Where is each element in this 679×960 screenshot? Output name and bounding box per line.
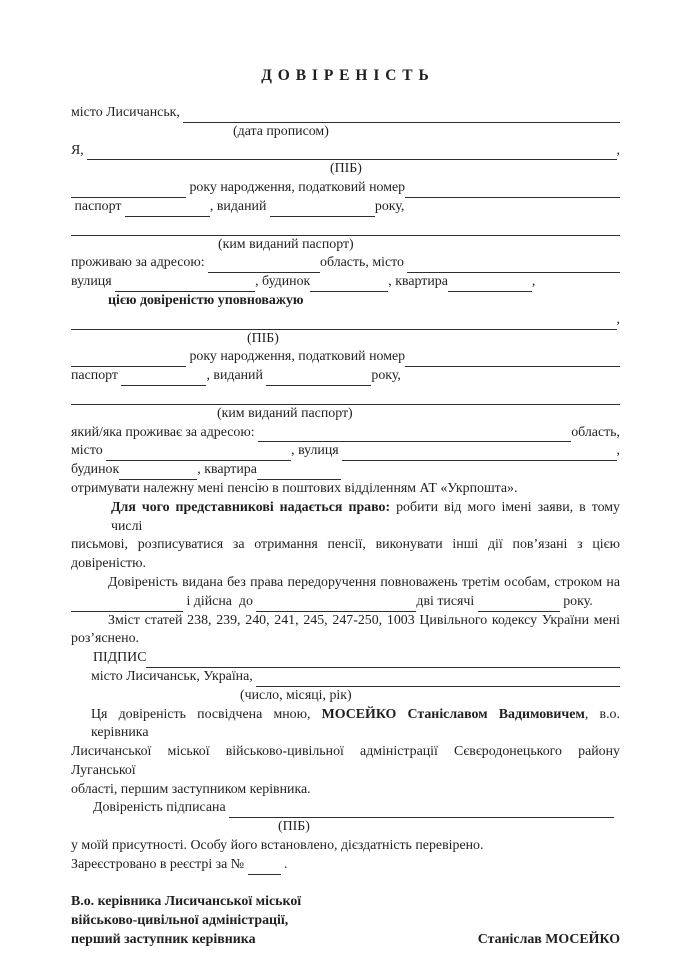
text-run: будинок (71, 462, 120, 478)
blank-fill-field (270, 202, 375, 217)
text-run: , (616, 142, 620, 158)
text-run: , квартира (388, 274, 448, 290)
bold-text-run: Станіслав МОСЕЙКО (477, 932, 620, 948)
text-run: року народження, податковий номер (186, 180, 406, 196)
text-run: робити від мого імені заяви, в тому числі (111, 499, 620, 534)
text-run: року, (374, 198, 405, 214)
articles-line-2 (71, 630, 620, 649)
text-run: (ким виданий паспорт) (217, 405, 353, 421)
blank-fill-field (257, 465, 341, 480)
text-run: область, місто (320, 255, 408, 271)
official-title-line-1 (71, 893, 620, 912)
text-run: , будинок (255, 274, 311, 290)
agent-birth-tax-line (71, 348, 620, 367)
blank-fill-field (125, 202, 210, 217)
blank-fill-field (146, 653, 620, 668)
signature-line (71, 649, 620, 668)
text-run: місто (71, 443, 107, 459)
text-run: який/яка проживає за адресою: (71, 424, 259, 440)
agent-passport-issuer-blank (71, 386, 620, 405)
bold-text-run: військово-цивільної адміністрації, (71, 913, 289, 929)
certification-line-2 (71, 743, 620, 781)
caption-full-name-2 (71, 330, 620, 349)
text-run: , вулиця (291, 443, 343, 459)
spacer-line (71, 875, 620, 894)
agent-city-street-line (71, 442, 620, 461)
registry-line (71, 856, 620, 875)
agent-name-blank (71, 311, 620, 330)
text-run: Зміст статей 238, 239, 240, 241, 245, 247-250, 1003 Цивільного кодексу України мені (108, 612, 620, 628)
text-run: (ким виданий паспорт) (218, 236, 354, 252)
caption-date-written (71, 123, 620, 142)
text-run: , (531, 274, 536, 290)
presence-line (71, 837, 620, 856)
articles-line-1 (71, 612, 620, 631)
purpose-line (71, 480, 620, 499)
text-run: Лисичанської міської військово-цивільної адміністрації Сєвєродонецького району Луганської (71, 744, 620, 778)
text-run: (ПІБ) (330, 161, 362, 177)
blank-fill-field (266, 371, 371, 386)
official-title-signature-line (71, 931, 620, 950)
blank-fill-field (71, 390, 620, 405)
text-run: ПІДПИС (93, 650, 147, 666)
agent-building-line (71, 461, 620, 480)
blank-fill-field (405, 183, 620, 198)
document-title: Д О В І Р Е Н І С Т Ь (261, 67, 430, 84)
official-title-line-2 (71, 912, 620, 931)
text-run: Ця довіреність посвідчена мною, (91, 706, 322, 722)
text-run: дві тисячі (416, 593, 478, 609)
principal-name-line (71, 142, 620, 161)
authorize-statement (71, 292, 620, 311)
text-run: Довіреність підписана (93, 800, 230, 816)
text-run: , в.о. керівника (91, 706, 620, 741)
text-run: області, першим заступником керівника. (71, 781, 311, 797)
blank-fill-field (208, 258, 320, 273)
text-run: Я, (71, 142, 88, 158)
text-run: Зареєстровано в реєстрі за № (71, 856, 248, 872)
blank-fill-field (310, 277, 388, 292)
text-run: Довіреність видана без права передоручення повноважень третім особам, строком на (108, 574, 620, 590)
text-run: . (280, 856, 288, 872)
blank-fill-field (407, 258, 620, 273)
text-run: , (616, 443, 620, 459)
blank-fill-field (119, 465, 197, 480)
blank-fill-field (71, 221, 620, 236)
city-date-line (71, 104, 620, 123)
blank-fill-field (71, 315, 617, 330)
blank-fill-field (258, 427, 571, 442)
text-run: проживаю за адресою: (71, 255, 209, 271)
text-run: (дата прописом) (233, 123, 329, 139)
blank-fill-field (115, 277, 255, 292)
text-run: року. (559, 593, 593, 609)
principal-passport-line (71, 198, 620, 217)
signed-by-line (71, 799, 620, 818)
text-run: і дійсна до (183, 593, 257, 609)
text-run: роз’яснено. (71, 631, 140, 647)
text-run: , (616, 311, 620, 327)
text-run: область, (571, 424, 620, 440)
blank-fill-field (71, 352, 186, 367)
text-run: , виданий (209, 198, 270, 214)
bold-text-run: МОСЕЙКО Станіславом Вадимовичем (321, 706, 585, 722)
text-run: (число, місяці, рік) (240, 687, 352, 703)
blank-fill-field (256, 672, 620, 687)
principal-address-line (71, 254, 620, 273)
principal-birth-tax-line (71, 179, 620, 198)
blank-fill-field (448, 277, 532, 292)
term-paragraph-line-1 (71, 574, 620, 593)
blank-fill-field (478, 597, 560, 612)
blank-fill-field (229, 803, 614, 818)
text-run: (ПІБ) (247, 330, 279, 346)
rights-paragraph-line-1 (71, 499, 620, 537)
caption-full-name-3 (71, 818, 620, 837)
text-run: місто Лисичанськ, Україна, (91, 668, 257, 684)
principal-passport-issuer-blank (71, 217, 620, 236)
principal-street-line (71, 273, 620, 292)
blank-fill-field (121, 371, 206, 386)
caption-day-month-year (71, 687, 620, 706)
blank-fill-field (183, 108, 620, 123)
caption-passport-issuer-1 (71, 236, 620, 255)
bold-text-run: Для чого представникові надається право: (111, 499, 391, 515)
bold-text-run: цією довіреністю уповноважую (108, 292, 304, 308)
text-run: отримувати належну мені пенсію в поштових відділенням АТ «Укрпошта». (71, 480, 518, 496)
blank-fill-field (71, 597, 183, 612)
text-run: місто Лисичанськ, (71, 105, 184, 120)
blank-fill-field (342, 446, 616, 461)
blank-fill-field (248, 860, 281, 875)
text-run: року народження, податковий номер (186, 349, 406, 365)
blank-fill-field (405, 352, 620, 367)
blank-fill-field (71, 183, 186, 198)
document-body (71, 104, 620, 950)
text-run: , виданий (206, 368, 267, 384)
blank-fill-field (87, 145, 616, 160)
agent-address-line (71, 424, 620, 443)
blank-fill-field (106, 446, 291, 461)
bold-text-run: В.о. керівника Лисичанської міської (71, 894, 302, 910)
rights-paragraph-line-2 (71, 536, 620, 574)
certification-line-1 (71, 706, 620, 744)
text-run: паспорт (71, 198, 125, 214)
caption-passport-issuer-2 (71, 405, 620, 424)
agent-passport-line (71, 367, 620, 386)
blank-fill-field (256, 597, 416, 612)
bold-text-run: перший заступник керівника (71, 932, 256, 948)
text-run: року, (371, 368, 401, 384)
term-dates-line (71, 593, 620, 612)
certification-line-3 (71, 781, 620, 800)
caption-full-name-1 (71, 160, 620, 179)
text-run: паспорт (71, 368, 122, 384)
text-run: , квартира (197, 462, 257, 478)
text-run: вулиця (71, 274, 116, 290)
text-run: у моїй присутності. Особу його встановлено, дієздатність перевірено. (71, 838, 484, 854)
text-run: письмові, розписуватися за отримання пенсії, виконувати інші дії пов’язані з цією довіреністю. (71, 537, 620, 572)
text-run: (ПІБ) (278, 819, 310, 835)
place-date-line (71, 668, 620, 687)
